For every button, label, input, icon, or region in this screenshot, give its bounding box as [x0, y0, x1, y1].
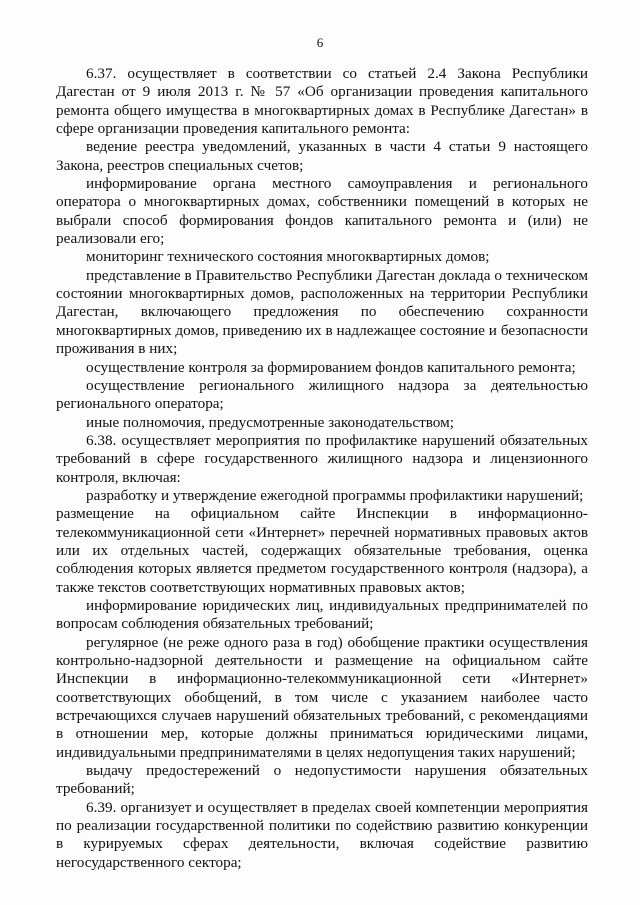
- list-item-monitoring: мониторинг технического состояния многоквартирных домов;: [86, 248, 490, 266]
- list-item-informing-entities: информирование юридических лиц, индивидуальных предпринимателей по вопросам соблюдения обязательных требований;: [56, 596, 588, 633]
- page-number: 6: [316, 35, 324, 50]
- paragraph-6-39: 6.39. организует и осуществляет в пределах своей компетенции мероприятия по реализации государственной политики по содействию развитию конкуренции в курируемых сферах деятельности, включая содействие развитию негосударственного сектора;: [56, 798, 588, 871]
- paragraph-6-38: 6.38. осуществляет мероприятия по профилактике нарушений обязательных требований в сфере государственного жилищного надзора и лицензионного контроля, включая:: [56, 431, 588, 486]
- list-item-practice-generalization: регулярное (не реже одного раза в год) обобщение практики осуществления контрольно-надзорной деятельности и размещение на официальном сайте Инспекции в информационно-телекоммуникационной сети «Интернет» соответствующих обобщений, в том числе с указанием наиболее часто встречающихся случаев нарушений обязательных требований, с рекомендациями в отношении мер, которые должны приниматься юридическими лицами, индивидуальными предпринимателями в целях недопущения таких нарушений;: [56, 633, 588, 761]
- paragraph-6-37: 6.37. осуществляет в соответствии со статьей 2.4 Закона Республики Дагестан от 9 июля 2013 г. № 57 «Об организации проведения капитального ремонта общего имущества в многоквартирных домах в Республике Дагестан» в сфере организации проведения капитального ремонта:: [56, 65, 588, 138]
- list-item-registry: ведение реестра уведомлений, указанных в части 4 статьи 9 настоящего Закона, реестров специальных счетов;: [56, 138, 588, 174]
- list-item-fund-control: осуществление контроля за формированием фондов капитального ремонта;: [86, 358, 576, 376]
- list-item-publication-on-site: размещение на официальном сайте Инспекции в информационно-телекоммуникационной сети «Интернет» перечней нормативных правовых актов или их отдельных частей, содержащих обязательные требования, оценка соблюдения которых является предметом государственного контроля (надзора), а также текстов соответствующих нормативных правовых актов;: [56, 505, 588, 596]
- list-item-report-to-government: представление в Правительство Республики Дагестан доклада о техническом состоянии многоквартирных домов, расположенных на территории Республики Дагестан, включающего предложения по обеспечению сохранности многоквартирных домов, приведению их в надлежащее состояние и безопасности проживания в них;: [56, 266, 588, 358]
- list-item-regional-supervision: осуществление регионального жилищного надзора за деятельностью регионального оператора;: [56, 376, 588, 413]
- list-item-prevention-program: разработку и утверждение ежегодной программы профилактики нарушений;: [86, 486, 584, 504]
- list-item-warnings: выдачу предостережений о недопустимости нарушения обязательных требований;: [56, 762, 588, 798]
- list-item-other-powers: иные полномочия, предусмотренные законодательством;: [86, 413, 454, 431]
- list-item-informing-local-authority: информирование органа местного самоуправления и регионального оператора о многоквартирных домах, собственники помещений в которых не выбрали способ формирования фондов капитального ремонта и (или) не реализовали его;: [56, 175, 588, 248]
